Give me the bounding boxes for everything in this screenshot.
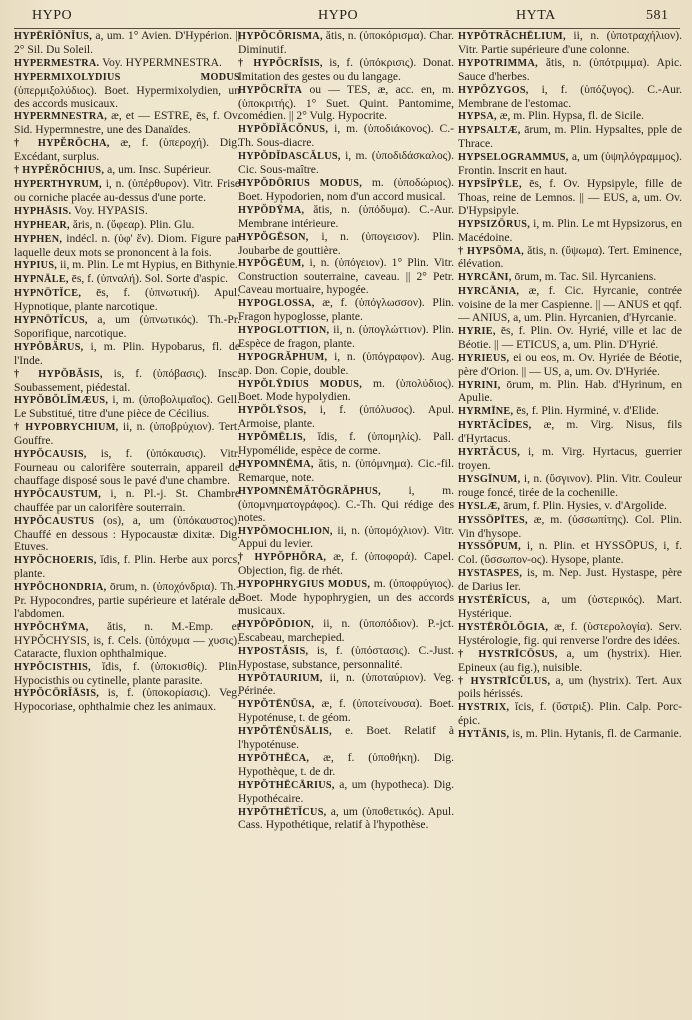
entry-headword: HYPĒRĬŎNĬUS,: [14, 31, 93, 42]
dictionary-entry: [238, 618, 454, 645]
entry-headword: HYPŎCHȲMA,: [14, 621, 89, 633]
dictionary-entry: [458, 245, 682, 272]
entry-definition: ătis, n. (ὕψωμα). Tert. Eminence, élévation.: [458, 243, 682, 271]
entry-definition: a, um (ὑψηλόγραμμος). Frontin. Inscrit en haut.: [458, 150, 682, 178]
entry-definition: ii, n. (ὑποτραχήλιον). Vitr. Partie supérieure d'une colonne.: [458, 30, 682, 56]
dictionary-entry: [238, 431, 454, 458]
entry-headword: HYPŎCISTHIS,: [14, 661, 91, 673]
entry-headword: HYPSELOGRAMMUS,: [458, 152, 569, 164]
entry-headword: † HYPŎBĂSIS,: [14, 368, 103, 380]
entry-definition: ătis, n. (ὑπότριμμα). Apic. Sauce d'herbes.: [458, 55, 682, 83]
entry-definition: ătis, n. M.-Emp. et HYPŎCHYSIS, is, f. Cels. (ὑπόχυμα — χυσις). Cataracte, fluxion ophthalmique.: [14, 619, 240, 660]
dictionary-entry: [238, 324, 454, 351]
dictionary-entry: [238, 551, 454, 578]
entry-definition: æ, f. (ὑποθήκη). Dig. Hypothèque, t. de dr.: [238, 750, 454, 778]
entry-headword: HYPŎMĒLIS,: [238, 432, 306, 444]
entry-definition: i, m. (ὑπομνηματογράφος). C.-Th. Qui rédige des notes.: [238, 483, 454, 524]
entry-headword: HYPSĬPȲLE,: [458, 178, 522, 190]
dictionary-entry: [238, 231, 454, 258]
entry-headword: HYRCĀNIA,: [458, 286, 520, 298]
dictionary-entry: [14, 219, 240, 233]
entry-headword: HYPNŌTĬCUS,: [14, 315, 88, 327]
dictionary-entry: [458, 500, 682, 514]
entry-headword: HYPŎPŎDION,: [238, 618, 315, 630]
entry-headword: HYPŎDĬDASCĂLUS,: [238, 151, 341, 163]
entry-definition: æ, f. (ὑποφορά). Capel. Objection, fig. de rhét.: [238, 550, 454, 578]
dictionary-entry: [458, 178, 682, 218]
entry-headword: HYPOGLOTTION,: [238, 324, 330, 336]
entry-headword: HYPSA,: [458, 111, 497, 123]
entry-headword: HYPOPHRYGIUS MODUS,: [238, 579, 371, 591]
entry-definition: is, m. Plin. Hytanis, fl. de Carmanie.: [512, 727, 682, 741]
entry-definition: ēs, f. (ὑπναλή). Sol. Sorte d'aspic.: [71, 272, 229, 286]
dictionary-entry: [458, 514, 682, 541]
entry-definition: ēs, f. Ov. Hypsipyle, fille de Thoas, reine de Lemnos. || — EUS, a, um. Ov. D'Hypsipyle.: [458, 176, 682, 217]
dictionary-entry: [14, 421, 240, 448]
dictionary-entry: [14, 661, 240, 688]
entry-headword: † HYPŎCRĬSIS,: [238, 57, 323, 69]
entry-headword: HYRIEUS,: [458, 352, 510, 364]
entry-definition: a, um. 1° Avien. D'Hypérion. || 2° Sil. Du Soleil.: [14, 30, 240, 56]
dictionary-entry: [458, 325, 682, 352]
entry-headword: HYPŎCAUSIS,: [14, 449, 87, 461]
entry-headword: HYPOGRĂPHUM,: [238, 351, 328, 363]
column-3: [458, 30, 682, 1014]
entry-headword: HYPŎDĬĂCŎNUS,: [238, 124, 329, 136]
entry-definition: a, um (ὑπνωτικός). Th.-Pr. Soporifique, narcotique.: [14, 313, 240, 340]
dictionary-entry: [238, 458, 454, 485]
entry-definition: ii, n. (ὑποβρύχιον). Tert. Gouffre.: [14, 420, 240, 448]
entry-headword: HYPŎCHOERIS,: [14, 555, 97, 567]
entry-definition: ătis, n. (ὑπόμνημα). Cic.-fil. Remarque, note.: [238, 457, 454, 484]
entry-definition: a, um (hystrix). Hier. Epineux (au fig.), nuisible.: [458, 646, 682, 674]
entry-definition: æ, f. (ὑστερολογία). Serv. Hystérologie, fig. qui renverse l'ordre des idées.: [458, 619, 682, 647]
entry-headword: HYPŎBŎLĬMÆUS,: [14, 395, 109, 407]
entry-definition: æ, m. Virg. Nisus, fils d'Hyrtacus.: [458, 418, 682, 446]
entry-definition: æ, m. (ὑσσωπίτης). Col. Plin. Vin d'hysope.: [458, 512, 682, 540]
entry-definition: i, n. (ὑπογεισον). Plin. Joubarbe de gouttière.: [238, 229, 454, 257]
entry-definition: i, m. (ὑποδιάκονος). C.-Th. Sous-diacre.: [238, 122, 454, 150]
entry-definition: ătis, n. (ὑποκόρισμα). Char. Diminutif.: [238, 30, 454, 56]
dictionary-entry: [14, 71, 240, 111]
dictionary-entry: [238, 123, 454, 150]
dictionary-entry: [14, 488, 240, 515]
entry-definition: i, n. Pl.-j. St. Chambre chauffée par un calorifère souterrain.: [14, 486, 240, 514]
entry-definition: ĭdis, f. (ὑπομηλίς). Pall. Hypomélide, espèce de corme.: [238, 430, 454, 458]
dictionary-entry: [14, 178, 240, 205]
entry-definition: (ὑπερμιξολύδιος). Boet. Hypermixolydien, un des accords musicaux.: [14, 83, 240, 110]
dictionary-entry: [14, 621, 240, 661]
dictionary-entry: [458, 621, 682, 648]
entry-definition: (os), a, um (ὑπόκαυστος). Chauffé en dessous : Hypocaustæ dixitæ. Dig. Etuves.: [14, 513, 240, 554]
entry-definition: m. (ὑποδώριος). Boet. Hypodorien, nom d'un accord musical.: [238, 175, 454, 203]
entry-headword: † HYPĔRŎCHIUS,: [14, 165, 105, 177]
entry-definition: i, n. (ὕσγινον). Plin. Vitr. Couleur rouge foncé, tirée de la cochenille.: [458, 471, 682, 499]
dictionary-entry: [238, 725, 454, 752]
entry-headword: HYPSALTÆ,: [458, 125, 521, 137]
dictionary-entry: [14, 137, 240, 164]
entry-headword: HYPŎDŌRIUS MODUS,: [238, 177, 363, 189]
entry-definition: m. (ὑποφρύγιος). Boet. Mode hypophrygien, un des accords musicaux.: [238, 577, 454, 617]
entry-definition: ĭdis, f. (ὑποκισθίς). Plin. Hypocisthis ou cytinelle, plante parasite.: [14, 659, 240, 687]
entry-definition: ēs, f. Plin. Ov. Hyrié, ville et lac de Béotie. || — ETICUS, a, um. Plin. D'Hyrié.: [458, 323, 682, 351]
dictionary-entry: [238, 30, 454, 57]
entry-definition: a, um (hypotheca). Dig. Hypothécaire.: [238, 777, 454, 805]
entry-definition: ătis, n. (ὑπόδυμα). C.-Aur. Membrane intérieure.: [238, 202, 454, 230]
entry-headword: HYPŎDȲMA,: [238, 204, 305, 216]
entry-headword: HYPŎCRĬTA: [238, 84, 303, 96]
entry-headword: HYPOTRIMMA,: [458, 57, 538, 69]
entry-definition: ōrum, m. Plin. Hab. d'Hyrinum, en Apulie.: [458, 377, 682, 405]
entry-definition: ii, n. (ὑποπόδιον). P.-jct. Escabeau, marchepied.: [238, 616, 454, 644]
dictionary-entry: [14, 287, 240, 314]
page-number: 581: [646, 8, 669, 23]
dictionary-entry: [14, 30, 240, 57]
entry-definition: i, m. (ὑποδιδάσκαλος). Cic. Sous-maître.: [238, 149, 454, 177]
entry-headword: HYPŎBĂRUS,: [14, 341, 84, 353]
dictionary-entry: [14, 368, 240, 395]
entry-headword: HYSGĪNUM,: [458, 473, 521, 485]
entry-headword: HYPŎTAURIUM,: [238, 672, 323, 684]
entry-headword: HYPŎCŎRISMA,: [238, 31, 323, 42]
dictionary-entry: [14, 581, 240, 621]
dictionary-entry: [238, 645, 454, 672]
entry-headword: † HYPĔRŎCHA,: [14, 138, 110, 150]
entry-definition: ōrum, n. (ὑποχόνδρια). Th.-Pr. Hypocondres, partie supérieure et latérale de l'abdomen.: [14, 580, 240, 620]
entry-definition: Voy. HYPASIS.: [74, 203, 148, 217]
entry-headword: HYSTRIX,: [458, 702, 510, 714]
dictionary-entry: [238, 297, 454, 324]
header-right-word: HYTA: [516, 8, 556, 23]
entry-headword: HYPŎTHĒCA,: [238, 752, 310, 764]
entry-headword: HYSSŌPUM,: [458, 541, 521, 553]
entry-headword: † HYPOBRYCHIUM,: [14, 422, 119, 434]
entry-headword: HYRTĂCUS,: [458, 447, 521, 459]
dictionary-entry: [14, 273, 240, 287]
entry-headword: HYPŎTĒNŪSĀLIS,: [238, 726, 332, 738]
dictionary-entry: [14, 394, 240, 421]
dictionary-entry: [238, 525, 454, 552]
entry-definition: i, m. (ὑποβολιμαῖος). Gell. Le Substitué, titre d'une pièce de Cécilius.: [14, 393, 240, 421]
dictionary-entry: [458, 675, 682, 702]
dictionary-entry: [14, 259, 240, 273]
entry-definition: is, f. (ὑπόστασις). C.-Just. Hypostase, substance, personnalité.: [238, 643, 454, 671]
entry-headword: HYPSIZŌRUS,: [458, 218, 531, 230]
entry-headword: HYTĂNIS,: [458, 729, 510, 741]
entry-headword: HYSTASPES,: [458, 568, 523, 580]
entry-definition: i, n. (ὑπέρθυρον). Vitr. Frise ou corniche placée au-dessus d'une porte.: [14, 176, 240, 204]
dictionary-entry: [238, 752, 454, 779]
entry-definition: æ, et — ESTRE, ēs, f. Ov. Sid. Hypermnestre, une des Danaïdes.: [14, 109, 240, 137]
dictionary-entry: [458, 352, 682, 379]
dictionary-entry: [238, 351, 454, 378]
entry-headword: HYSTĒRĬCUS,: [458, 595, 531, 607]
dictionary-entry: [238, 57, 454, 84]
entry-definition: ii, m. Plin. Le mt Hypius, en Bithynie.: [60, 258, 238, 272]
entry-headword: HYPŎLȲDIUS MODUS,: [238, 378, 363, 390]
entry-definition: ēs, f. (ὑπνωτική). Apul. Hypnotique, plante narcotique.: [14, 286, 240, 314]
dictionary-entry: [458, 110, 682, 124]
entry-headword: HYPŎTRĂCHĒLIUM,: [458, 31, 566, 42]
entry-definition: Voy. HYPERMNESTRA.: [102, 55, 222, 69]
dictionary-entry: [14, 205, 240, 219]
entry-definition: æ, f. Cic. Hyrcanie, contrée voisine de la mer Caspienne. || — ANUS et qqf. — ANIUS, a, um. Plin. Hyrcanien, d'Hyrcanie.: [458, 284, 682, 325]
dictionary-entry: [238, 779, 454, 806]
dictionary-entry: [238, 578, 454, 618]
entry-headword: HYPIUS,: [14, 260, 58, 272]
entry-headword: † HYPŎPHŎRA,: [238, 552, 327, 564]
entry-headword: HYSTĒRŎLŎGIA,: [458, 621, 549, 633]
entry-definition: ārum, f. Plin. Hysies, v. d'Argolide.: [503, 498, 667, 512]
entry-definition: is, f. (ὑπόκαυσις). Vitr. Fourneau ou calorifère souterrain, appareil de chauffage disposé sous le pavé d'une chambre.: [14, 447, 240, 487]
entry-headword: HYRCĀNI,: [458, 272, 512, 284]
entry-headword: HYPOMNĒMA,: [238, 459, 314, 470]
dictionary-entry: [238, 378, 454, 405]
entry-definition: is, f. (ὑποκορίασις). Veg. Hypocoriase, ophthalmie chez les animaux.: [14, 686, 240, 714]
entry-definition: ārum, m. Plin. Hypsaltes, pple de Thrace.: [458, 123, 682, 151]
dictionary-entry: [458, 30, 682, 57]
dictionary-entry: [458, 379, 682, 406]
dictionary-entry: [238, 150, 454, 177]
entry-definition: æ, f. (ὑπόγλωσσον). Plin. Fragon hypoglosse, plante.: [238, 296, 454, 324]
entry-definition: i, n. (ὑπόγειον). 1° Plin. Vitr. Construction souterraine, caveau. || 2° Petr. Caveau mortuaire, hypogée.: [238, 256, 454, 297]
entry-headword: HYPŎGĒSON,: [238, 231, 309, 243]
entry-definition: i, m. Plin. Le mt Hypsizorus, en Macédoine.: [458, 216, 682, 244]
dictionary-entry: [458, 84, 682, 111]
entry-headword: HYPŎTHĒCĀRIUS,: [238, 779, 335, 791]
header-center-word: HYPO: [318, 8, 359, 23]
dictionary-entry: [238, 806, 454, 833]
dictionary-entry: [458, 151, 682, 178]
entry-definition: ōrum, m. Tac. Sil. Hyrcaniens.: [514, 270, 657, 284]
entry-headword: HYPŎCAUSTUM,: [14, 488, 102, 500]
running-header: [0, 8, 692, 28]
entry-definition: ii, n. (ὑπομόχλιον). Vitr. Appui du levier.: [238, 523, 454, 551]
dictionary-entry: [238, 698, 454, 725]
dictionary-entry: [458, 540, 682, 567]
entry-headword: † HYSTRĪCŌSUS,: [458, 648, 558, 660]
dictionary-entry: [238, 84, 454, 124]
entry-headword: HYPNĀLE,: [14, 274, 69, 286]
dictionary-entry: [458, 271, 682, 285]
entry-definition: ii, n. (ὑπογλώττιον). Plin. Espèce de fragon, plante.: [238, 322, 454, 350]
entry-definition: ei ou eos, m. Ov. Hyriée de Béotie, père d'Orion. || — US, a, um. Ov. D'Hyriée.: [458, 350, 682, 378]
dictionary-entry: [14, 233, 240, 260]
entry-headword: HYSSŌPĪTES,: [458, 514, 528, 526]
entry-headword: HYPERMESTRA.: [14, 57, 100, 69]
entry-headword: HYRMĪNE,: [458, 406, 514, 418]
entry-definition: indécl. n. (ὑφ' ἕν). Diom. Figure par laquelle deux mots se prononcent à la fois.: [14, 231, 240, 259]
entry-definition: æ, f. (ὑποτείνουσα). Boet. Hypoténuse, t. de géom.: [238, 697, 454, 725]
dictionary-entry: [14, 110, 240, 137]
entry-headword: HYPŎZYGOS,: [458, 84, 529, 96]
dictionary-entry: [14, 554, 240, 581]
dictionary-entry: [14, 57, 240, 71]
entry-headword: HYSLÆ,: [458, 500, 501, 512]
entry-definition: i, f. (ὑπόζυγος). C.-Aur. Membrane de l'estomac.: [458, 82, 682, 110]
entry-headword: HYRINI,: [458, 379, 501, 391]
dictionary-entry: [14, 687, 240, 714]
entry-definition: i, n. Plin. et HYSSŌPUS, i, f. Col. (ὕσσωπον-ος). Hysope, plante.: [458, 539, 682, 567]
entry-definition: i, f. (ὑπόλυσος). Apul. Armoise, plante.: [238, 403, 454, 431]
entry-definition: is, f. (ὑπόκρισις). Donat. Imitation des gestes ou du langage.: [238, 55, 454, 83]
entry-headword: HYPŎTHĒTĬCUS,: [238, 806, 327, 818]
column-1: [14, 30, 240, 1014]
entry-definition: æ, f. (ὑπεροχή). Dig. Excédant, surplus.: [14, 136, 240, 164]
entry-definition: ēs, f. Plin. Hyrminé, v. d'Elide.: [516, 404, 659, 418]
entry-definition: is, m. Nep. Just. Hystaspe, père de Darius Ier.: [458, 566, 682, 594]
entry-headword: HYPŎCAUSTUS: [14, 515, 95, 527]
entry-definition: i, n. (ὑπόγραφον). Aug. ap. Don. Copie, double.: [238, 349, 454, 377]
dictionary-entry: [458, 57, 682, 84]
dictionary-entry: [458, 473, 682, 500]
dictionary-entry: [238, 257, 454, 297]
entry-headword: HYPŎTĒNŪSA,: [238, 699, 315, 711]
entry-headword: HYPHEAR,: [14, 219, 70, 231]
entry-headword: HYRTĂCĬDES,: [458, 420, 532, 432]
entry-definition: i, m. Plin. Hypobarus, fl. de l'Inde.: [14, 339, 240, 367]
dictionary-entry: [458, 446, 682, 473]
entry-headword: HYPOSTĂSIS,: [238, 645, 309, 657]
header-rule: [14, 28, 680, 29]
entry-definition: a, um. Insc. Supérieur.: [107, 163, 212, 177]
entry-definition: m. (ὑπολύδιος). Boet. Mode hypolydien.: [238, 376, 454, 404]
dictionary-entry: [458, 728, 682, 742]
entry-headword: HYPNŌTĬCE,: [14, 288, 82, 300]
entry-definition: a, um (ὑστερικός). Mart. Hystérique.: [458, 593, 682, 620]
entry-headword: HYRIE,: [458, 325, 496, 337]
entry-headword: HYPOMNĒMĂTŎGRĂPHUS,: [238, 485, 381, 497]
dictionary-entry: [458, 405, 682, 419]
entry-headword: HYPOGLOSSA,: [238, 298, 315, 310]
entry-headword: HYPHĀSIS.: [14, 205, 72, 217]
header-left-word: HYPO: [32, 8, 73, 23]
entry-headword: HYPERMIXOLYDIUS MODUS: [14, 71, 240, 83]
entry-definition: ĭcis, f. (ὕστριξ). Plin. Calp. Porc-épic.: [458, 700, 682, 728]
dictionary-entry: [458, 285, 682, 325]
dictionary-entry: [14, 164, 240, 178]
entry-definition: ăris, n. (ὕφεαρ). Plin. Glu.: [72, 217, 195, 231]
entry-headword: † HYPSŌMA,: [458, 245, 524, 257]
dictionary-entry: [238, 404, 454, 431]
entry-headword: HYPŎCHONDRIA,: [14, 582, 107, 594]
entry-headword: HYPERTHYRUM,: [14, 178, 102, 190]
entry-definition: is, f. (ὑπόβασις). Insc. Soubassement, piédestal.: [14, 366, 240, 394]
entry-definition: æ, m. Plin. Hypsa, fl. de Sicile.: [499, 109, 645, 123]
entry-headword: HYPŎMOCHLION,: [238, 525, 333, 537]
entry-headword: HYPŎLȲSOS,: [238, 405, 307, 417]
entry-headword: † HYSTRĪCŬLUS,: [458, 675, 551, 687]
dictionary-entry: [458, 594, 682, 621]
dictionary-entry: [14, 314, 240, 341]
entry-definition: ou — TES, æ, acc. en, m. (ὑποκριτής). 1° Suet. Quint. Pantomime, comédien. || 2° Vulg. Hypocrite.: [238, 82, 454, 123]
dictionary-entry: [238, 177, 454, 204]
entry-definition: i, m. Virg. Hyrtacus, guerrier troyen.: [458, 445, 682, 472]
dictionary-entry: [458, 648, 682, 675]
entry-headword: HYPŎCŌRĬĀSIS,: [14, 688, 100, 700]
dictionary-entry: [238, 485, 454, 525]
entry-definition: a, um (hystrix). Tert. Aux poils hérissés.: [458, 673, 682, 701]
dictionary-entry: [14, 341, 240, 368]
entry-definition: e. Boet. Relatif à l'hypoténuse.: [238, 724, 454, 752]
dictionary-entry: [458, 419, 682, 446]
dictionary-entry: [458, 218, 682, 245]
dictionary-entry: [238, 672, 454, 699]
dictionary-entry: [458, 701, 682, 728]
entry-headword: HYPHEN,: [14, 233, 63, 245]
dictionary-entry: [238, 204, 454, 231]
entry-definition: ii, n. (ὑποταύριον). Veg. Périnée.: [238, 670, 454, 698]
dictionary-entry: [458, 567, 682, 594]
dictionary-entry: [458, 124, 682, 151]
entry-definition: a, um (ὑποθετικός). Apul. Cass. Hypothétique, relatif à l'hypothèse.: [238, 804, 454, 832]
entry-headword: HYPŎGĒUM,: [238, 258, 305, 270]
dictionary-entry: [14, 515, 240, 555]
column-2: [238, 30, 454, 1014]
dictionary-entry: [14, 448, 240, 488]
entry-headword: HYPERMNESTRA,: [14, 111, 108, 123]
entry-definition: ĭdis, f. Plin. Herbe aux porcs, plante.: [14, 553, 240, 581]
